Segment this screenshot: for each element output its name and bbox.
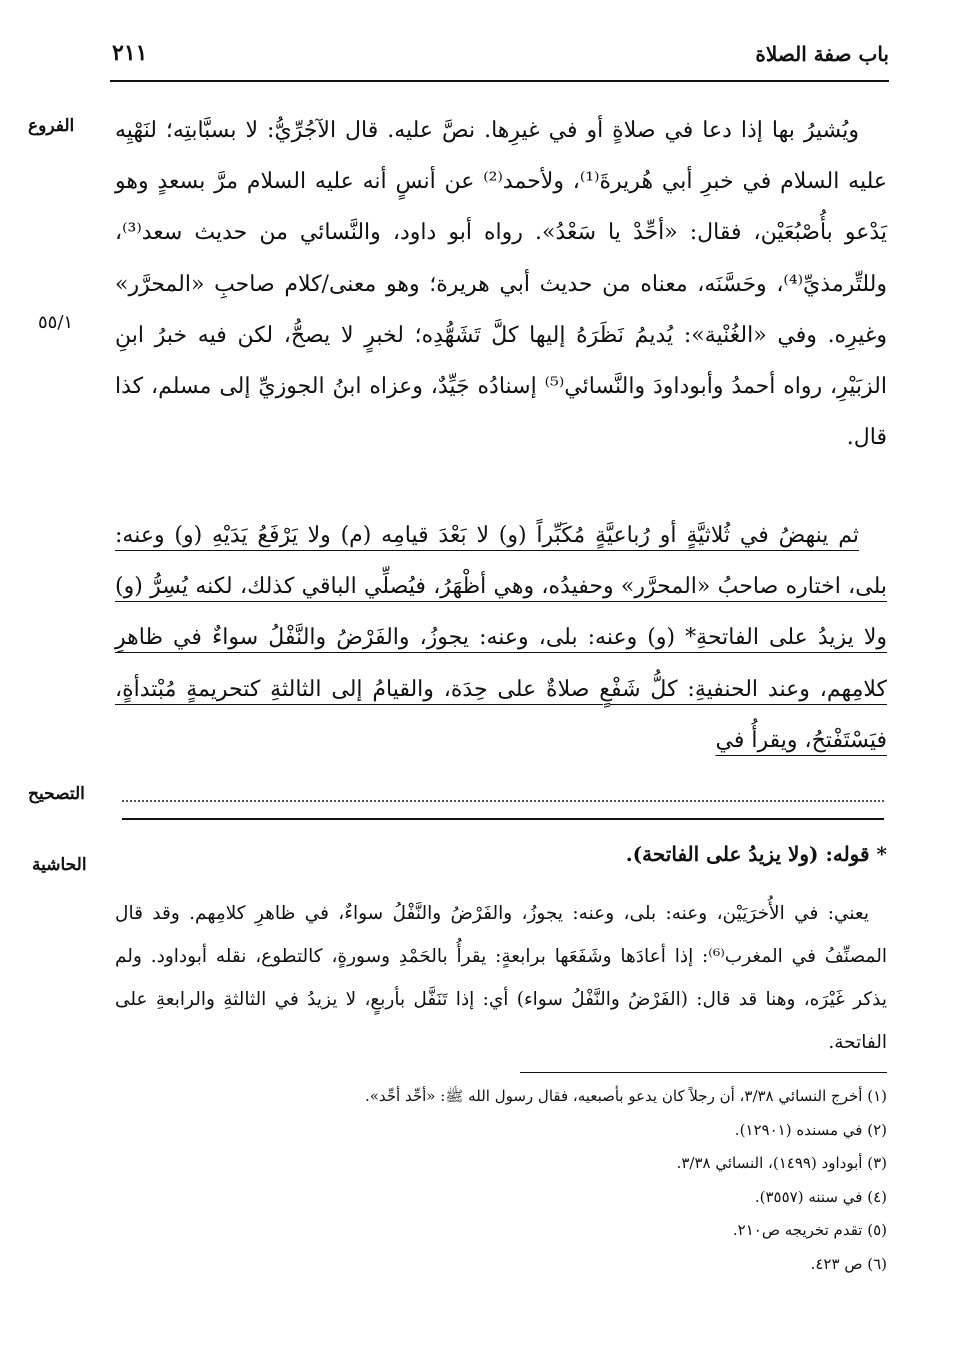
margin-label-tashih: التصحيح bbox=[28, 784, 85, 804]
footnote-3: (٣) أبوداود (١٤٩٩)، النسائي ٣/٣٨. bbox=[676, 1154, 887, 1172]
hashiya-body bbox=[115, 892, 887, 1064]
footnote-5: (٥) تقدم تخريجه ص٢١٠. bbox=[732, 1221, 887, 1239]
margin-label-hashiya: الحاشية bbox=[32, 855, 87, 875]
header-rule bbox=[110, 80, 889, 82]
margin-label-furu: الفروع bbox=[28, 116, 75, 136]
footnote-1: (١) أخرج النسائي ٣/٣٨، أن رجلاً كان يدعو بأصبعيه، فقال رسول الله ﷺ: «أحِّد أحِّد». bbox=[364, 1087, 887, 1105]
hashiya-heading: * قوله: (ولا يزيدُ على الفاتحة). bbox=[625, 842, 887, 866]
footnotes bbox=[250, 1080, 887, 1281]
main-paragraph-2: ثم ينهضُ في ثُلاثيَّةٍ أو رُباعيَّةٍ مُكَبِّراً (و) لا بَعْدَ قيامِه (م) ولا يَرْفَعُ يَدَيْهِ (و) وعنه: بلى، اختاره صاحبُ «المحرَّر» وحفيدُه، وهي أظْهَرُ، فيُصلِّي الباقي كذلك، لكنه يُسِرُّ (و) ولا يزيدُ على الفاتحةِ* (و) وعنه: بلى، وعنه: يجوزُ، والفَرْضُ والنَّفْلُ سواءٌ في ظاهرِ كلامِهم، وعند الحنفيةِ: كلُّ شَفْعٍ صلاةٌ على حِدَة، والقيامُ إلى الثالثةِ كتحريمةٍ مُبْتدأةٍ، فيَسْتَفْتحُ، ويقرأُ في bbox=[115, 523, 887, 753]
main-text-block-1 bbox=[115, 105, 887, 463]
footnote-6: (٦) ص ٤٢٣. bbox=[810, 1254, 887, 1273]
section-divider bbox=[122, 818, 884, 820]
main-text-block-2 bbox=[115, 510, 887, 766]
page-number: ٢١١ bbox=[112, 40, 148, 66]
footnote-rule bbox=[520, 1072, 887, 1073]
hashiya-paragraph: يعني: في الأُخرَيَيْن، وعنه: بلى، وعنه: يجوزُ، والفَرْضُ والنَّفْلُ سواءٌ، في ظاهرِ كلامِهم. وقد قال المصنِّفُ في المغرب⁽⁶⁾: إذا أعادَها وشَفَعَها برابعةٍ: يقرأُ بالحَمْدِ وسورةٍ، كالتطوع، نقله أبوداود. ولم يذكر غَيْرَه، وهنا قد قال: (الفَرْضُ والنَّفْلُ سواء) أي: إذا تَنَفَّل بأربعٍ، لا يزيدُ في الثالثةِ والرابعةِ على الفاتحة. bbox=[115, 903, 887, 1053]
footnote-4: (٤) في سننه (٣٥٥٧). bbox=[754, 1187, 887, 1206]
running-title: باب صفة الصلاة bbox=[755, 42, 889, 66]
margin-volume-ref: ٥٥/١ bbox=[38, 312, 74, 333]
tashih-dotted-line bbox=[122, 800, 884, 802]
main-paragraph-1: ويُشيرُ بها إذا دعا في صلاةٍ أو في غيرِها. نصَّ عليه. قال الآجُرِّيُّ: لا بسبَّابتِه؛ لنَهْيِه عليه السلام في خبرِ أبي هُريرةَ⁽¹⁾، ولأحمد⁽²⁾ عن أنسٍ أنه عليه السلام مرَّ بسعدٍ وهو يَدْعو بأُصْبُعَيْن، فقال: «أحِّدْ يا سَعْدُ». رواه أبو داود، والنَّسائي من حديث سعد⁽³⁾، وللتِّرمذيِّ⁽⁴⁾، وحَسَّنَه، معناه من حديث أبي هريرة؛ وهو معنى/كلام صاحبِ «المحرَّر» وغيرِه. وفي «الغُنْية»: يُديمُ نَظَرَهُ إليها كلَّ تَشَهُّدِه؛ لخبرٍ لا يصحُّ، لكن فيه خبرُ ابنِ الزبَيْرِ، رواه أحمدُ وأبوداودَ والنَّسائي⁽⁵⁾ إسنادُه جَيِّدٌ، وعزاه ابنُ الجوزيِّ إلى مسلم، كذا قال. bbox=[115, 118, 888, 451]
footnote-2: (٢) في مسنده (١٢٩٠١). bbox=[734, 1120, 887, 1139]
